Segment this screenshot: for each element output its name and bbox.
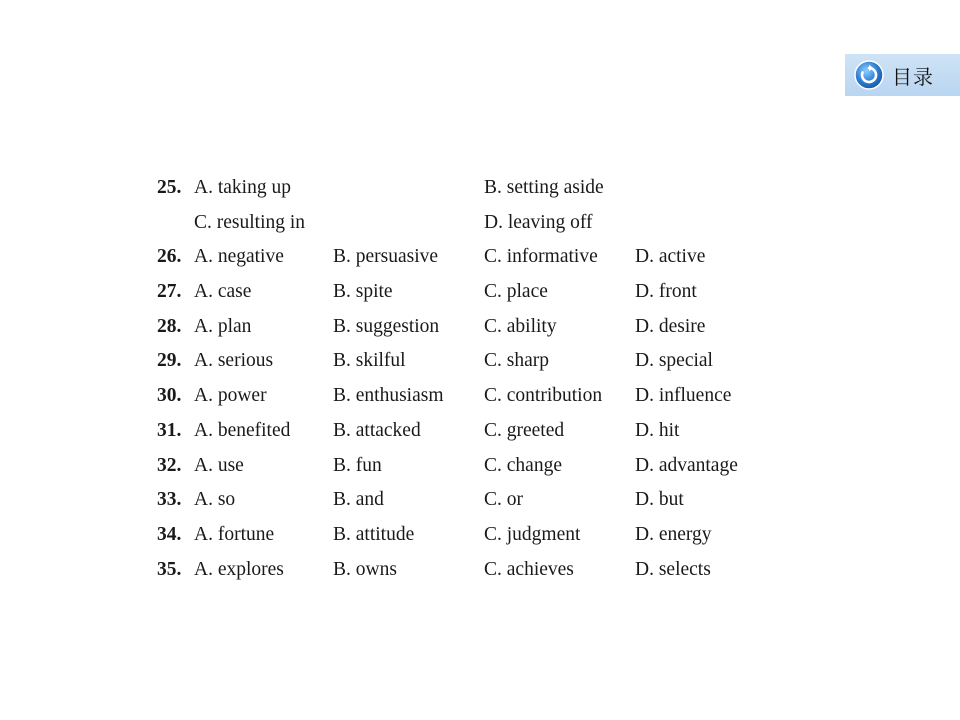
option-c: C. place xyxy=(484,281,548,303)
option-a: A. case xyxy=(194,281,252,303)
table-of-contents-button[interactable] xyxy=(845,54,960,96)
option-b: B. skilful xyxy=(333,350,406,372)
question-number: 33. xyxy=(157,489,182,511)
option-d: D. desire xyxy=(635,315,706,337)
option-d: D. front xyxy=(635,281,697,303)
toc-label: 目录 xyxy=(892,64,934,89)
option-b: B. attitude xyxy=(333,523,415,545)
option-c: C. greeted xyxy=(484,419,565,441)
option-a: A. taking up xyxy=(194,177,291,198)
question-number: 34. xyxy=(157,523,182,545)
option-c: C. resulting in xyxy=(194,211,306,233)
option-d: D. but xyxy=(635,489,684,511)
question-row xyxy=(157,518,797,553)
option-a: A. benefited xyxy=(194,419,291,441)
option-c: C. sharp xyxy=(484,350,549,372)
option-a: A. serious xyxy=(194,350,274,372)
option-b: B. persuasive xyxy=(333,246,439,268)
option-b: B. spite xyxy=(333,281,393,303)
option-b: B. owns xyxy=(333,558,397,580)
option-a: A. power xyxy=(194,385,267,407)
option-b: B. suggestion xyxy=(333,315,440,337)
option-c: C. change xyxy=(484,454,562,476)
option-d: D. special xyxy=(635,350,713,372)
question-row xyxy=(157,379,797,414)
option-d: D. hit xyxy=(635,419,680,441)
question-row xyxy=(157,344,797,379)
question-number: 28. xyxy=(157,315,182,337)
refresh-circle-icon xyxy=(854,60,884,90)
option-d: D. energy xyxy=(635,523,712,545)
question-row xyxy=(157,483,797,518)
option-b: B. attacked xyxy=(333,419,421,441)
question-number: 31. xyxy=(157,419,182,441)
option-a: A. explores xyxy=(194,558,284,580)
question-number: 27. xyxy=(157,281,182,303)
option-d: D. advantage xyxy=(635,454,738,476)
option-b: B. enthusiasm xyxy=(333,385,444,407)
option-a: A. negative xyxy=(194,246,284,268)
option-b: B. setting aside xyxy=(484,177,604,198)
option-a: A. so xyxy=(194,489,236,511)
option-c: C. ability xyxy=(484,315,557,337)
question-row xyxy=(157,171,797,206)
question-number: 25. xyxy=(157,177,182,198)
question-row xyxy=(157,553,797,588)
question-list xyxy=(157,171,797,587)
option-b: B. and xyxy=(333,489,384,511)
option-b: B. fun xyxy=(333,454,382,476)
option-d: D. influence xyxy=(635,385,732,407)
option-d: D. selects xyxy=(635,558,711,580)
question-row xyxy=(157,449,797,484)
question-row xyxy=(157,275,797,310)
option-c: C. achieves xyxy=(484,558,574,580)
option-c: C. judgment xyxy=(484,523,581,545)
option-d: D. active xyxy=(635,246,706,268)
option-c: C. informative xyxy=(484,246,598,268)
option-a: A. plan xyxy=(194,315,252,337)
question-row-continued xyxy=(157,206,797,241)
question-number: 30. xyxy=(157,385,182,407)
option-a: A. use xyxy=(194,454,244,476)
question-number: 35. xyxy=(157,558,182,580)
option-c: C. or xyxy=(484,489,523,511)
question-row xyxy=(157,240,797,275)
question-number: 29. xyxy=(157,350,182,372)
question-row xyxy=(157,310,797,345)
question-number: 32. xyxy=(157,454,182,476)
question-row xyxy=(157,414,797,449)
option-a: A. fortune xyxy=(194,523,275,545)
question-number: 26. xyxy=(157,246,182,268)
option-d: D. leaving off xyxy=(484,211,593,233)
option-c: C. contribution xyxy=(484,385,603,407)
